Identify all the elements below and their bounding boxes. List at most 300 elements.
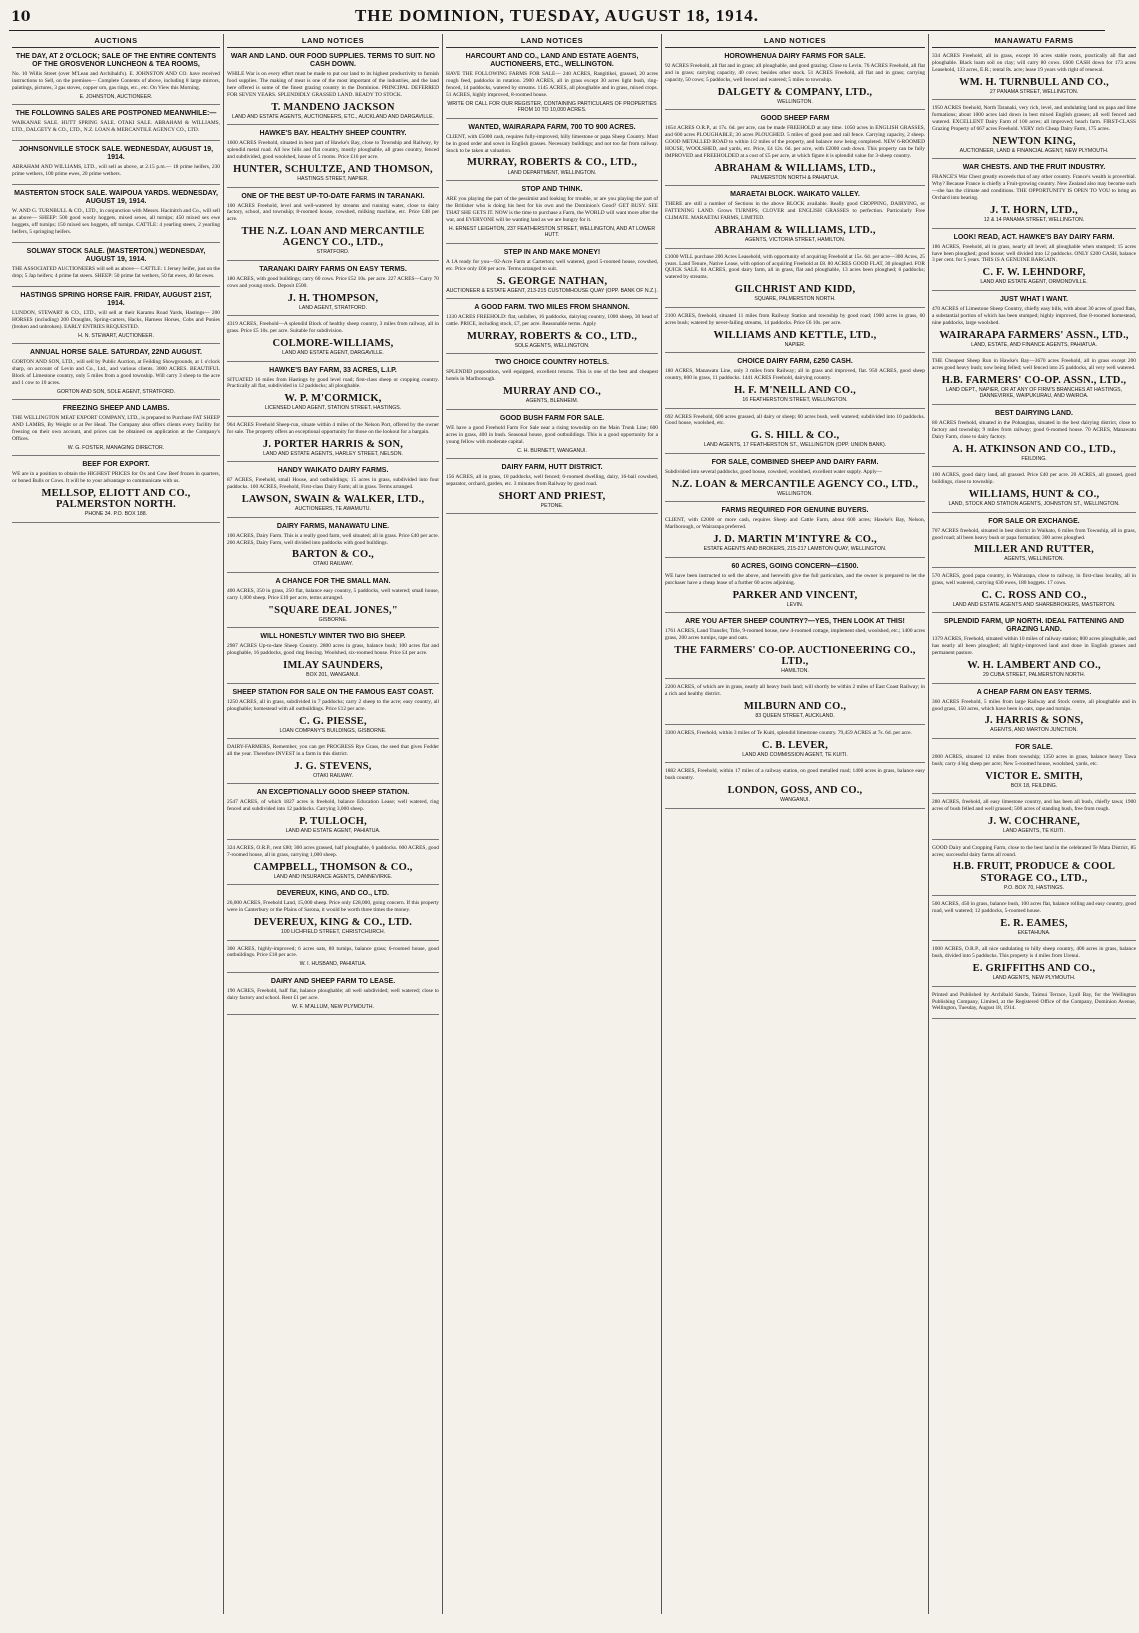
- advertisement: [446, 51, 658, 119]
- ad-address: LOAN COMPANY'S BUILDINGS, GISBORNE.: [279, 727, 387, 734]
- ad-address: LAND AND ESTATE AGENT, PAHIATUA.: [285, 828, 381, 835]
- ad-advertiser-name: BARTON & CO.,: [292, 549, 374, 561]
- ad-advertiser-name: "SQUARE DEAL JONES,": [268, 604, 398, 616]
- ad-advertiser-name: J. G. STEVENS,: [294, 760, 372, 772]
- ad-advertiser-name: MURRAY, ROBERTS & CO., LTD.,: [466, 330, 638, 342]
- column-heading: LAND NOTICES: [227, 34, 439, 48]
- ad-heading: HAWKE'S BAY FARM, 33 ACRES, L.I.P.: [269, 366, 397, 374]
- ad-body: WE are in a position to obtain the HIGHEST PRICES for Ox and Cow Beef frozen in quarters, or boned Bulls or Cows. It will be to your advantage to communicate with us.: [12, 471, 220, 485]
- ad-advertiser-name: SHORT AND PRIEST,: [498, 490, 606, 502]
- ad-advertiser-name: MILLER AND RUTTER,: [974, 544, 1094, 556]
- ad-heading: SOLWAY STOCK SALE. (MASTERTON.) WEDNESDAY, AUGUST 19, 1914.: [26, 247, 206, 263]
- ad-advertiser-name: MURRAY, ROBERTS & CO., LTD.,: [466, 157, 638, 169]
- ad-body: 334 ACRES Freehold, all in grass, except 16 acres stable roots, practically all flat and ploughable. Black loam soil on clay; will carry 80 cows. £600 CASH down for 173 acres Leasehold, 133 acres, E.R.; rental 8s. acre; lease 19 years with right of renewal.: [932, 53, 1136, 73]
- ad-body: 300 ACRES, highly-improved; 6 acres oats, 80 turnips, balance grass; 6-roomed house, good outbuildings. Price £18 per acre.: [227, 945, 439, 959]
- ad-advertiser-name: W. P. M'CORMICK,: [284, 393, 382, 405]
- ad-advertiser-name: WM. H. TURNBULL AND CO.,: [959, 76, 1109, 88]
- ad-body: 360 ACRES Freehold, 5 miles from large Railway and Stock centre, all ploughable and in good grass, 150 acres, which have been in oats, rape and turnips.: [932, 698, 1136, 712]
- ad-address: LAND AGENTS, 17 FEATHERSTON ST., WELLINGTON (OPP. UNION BANK).: [703, 442, 887, 449]
- ad-body: 100 ACRES, good dairy land, all grassed. Price £40 per acre. 20 ACRES, all grassed, good buildings, close to township.: [932, 472, 1136, 486]
- ad-body: 1761 ACRES, Land Transfer, Title, 9-roomed house, new 4-roomed cottage, implement shed, woolshed, etc.; 1400 acres grass, 200 acres turnips, rape and oats.: [665, 628, 925, 641]
- ad-address: H. N. STEWART, AUCTIONEER.: [78, 332, 154, 339]
- advertisement: [446, 184, 658, 244]
- ad-advertiser-name: A. H. ATKINSON AND CO., LTD.,: [952, 443, 1116, 455]
- ad-address: LAND, STOCK AND STATION AGENTS, JOHNSTON ST., WELLINGTON.: [948, 501, 1120, 508]
- ad-heading: DAIRY FARM, HUTT DISTRICT.: [501, 464, 603, 472]
- advertisement: [932, 51, 1136, 100]
- ad-body: FRANCE'S War Chest greatly exceeds that of any other country. France's wealth is proverbial. Why? Because France is chiefly a Fruit-growing country. New Zealand also may become such—she has the climate and conditions. THE OPPORTUNITY IS OPEN TO YOU to bring an Orchard into bearing.: [932, 174, 1136, 202]
- ad-body: SPLENDID proposition, well equipped, excellent returns. This is one of the best and cheapest hotels in Marlborough.: [446, 369, 658, 383]
- advertisement: [227, 787, 439, 839]
- ad-heading: JOHNSONVILLE STOCK SALE. WEDNESDAY, AUGUST 19, 1914.: [18, 146, 214, 162]
- ad-body: 280 ACRES, freehold, all easy limestone country, and has been all bush, chiefly tawa; 1900 acres of bush felled and well grassed; 500 acres of standing bush, free from rough.: [932, 799, 1136, 813]
- ad-body: Subdivided into several paddocks, good house, cowshed, woolshed, excellent water supply. Apply—: [665, 468, 883, 475]
- ad-address: SQUARE, PALMERSTON NORTH.: [754, 296, 836, 303]
- ad-address: PALMERSTON NORTH & PAHIATUA.: [750, 174, 839, 181]
- ad-body: 1950 ACRES freehold, North Taranaki, very rich, level, and undulating land on papa and lime formations; about 1000 acres laid down in best mixed English grasses; all well fenced and watered. EXCELLENT Dairy Farm of 100 acres; all improved; beach farm. FIRST-CLASS Grazing Property of 667 acres Freehold. VERY rich Cheap Dairy Farm, 175 acres.: [932, 105, 1136, 132]
- advertisement: [227, 576, 439, 628]
- advertisement: [665, 728, 925, 763]
- ad-advertiser-name: C. B. LEVER,: [761, 739, 829, 751]
- ad-body: 190 ACRES, Freehold, half flat, balance ploughable; all well subdivided; well watered; close to dairy factory and school. Rent £1 per acre.: [227, 987, 439, 1001]
- ad-body: WE have a good Freehold Farm For Sale near a rising township on the Main Trunk Line; 600 acres in grass, 400 in bush. Seasonal house, good outbuildings. This is a good opportunity for a young fellow with moderate capital.: [446, 424, 658, 445]
- ad-advertiser-name: PARKER AND VINCENT,: [732, 589, 858, 601]
- ad-body: 500 ACRES, 450 in grass, balance bush, 100 acres flat, balance rolling and easy country, good road, well watered; 12 paddocks, 5-roomed house.: [932, 901, 1136, 914]
- ad-address: LAND AND ESTATE AGENTS, HARLEY STREET, NELSON.: [263, 450, 403, 457]
- ad-body: WAIKANAE SALE. HUTT SPRING SALE. OTAKI SALE. ABRAHAM & WILLIAMS, LTD., DALGETY & CO., LTD., N.Z. LOAN & MERCANTILE AGENCY CO., LTD.: [12, 120, 220, 134]
- ad-advertiser-name: HUNTER, SCHULTZE, AND THOMSON,: [233, 164, 433, 175]
- ad-address: WRITE OR CALL FOR OUR REGISTER, CONTAINING PARTICULARS OF PROPERTIES FROM 10 TO 10,000 ACRES.: [447, 100, 657, 114]
- ad-heading: WANTED, WAIRARAPA FARM, 700 TO 900 ACRES.: [468, 123, 636, 131]
- ad-address: STRATFORD.: [316, 249, 350, 256]
- ad-heading: TARANAKI DAIRY FARMS ON EASY TERMS.: [259, 265, 407, 273]
- advertisement: [665, 252, 925, 308]
- ad-advertiser-name: E. GRIFFITHS AND CO.,: [972, 963, 1096, 975]
- ad-advertiser-name: E. R. EAMES,: [1000, 917, 1068, 929]
- advertisement: [665, 51, 925, 110]
- advertisement: [932, 470, 1136, 512]
- ad-body: 570 ACRES, good papa country, in Wairarapa, close to railway, in first-class locality, all in grass, well watered, carrying 630 ewes, 180 hoggets. 17 cows.: [932, 572, 1136, 586]
- ad-advertiser-name: MILBURN AND CO.,: [743, 701, 847, 713]
- column-4: [662, 34, 929, 1614]
- ad-heading: FARMS REQUIRED FOR GENUINE BUYERS.: [721, 507, 869, 515]
- ad-heading: DEVEREUX, KING, AND CO., LTD.: [276, 890, 389, 898]
- advertisement: [665, 412, 925, 454]
- ad-body: 1882 ACRES, Freehold, within 17 miles of a railway station, on good metalled road; 1400 acres in grass, balance easy bush country.: [665, 768, 925, 782]
- advertisement: [12, 347, 220, 400]
- advertisement: [12, 108, 220, 141]
- advertisement: [446, 357, 658, 409]
- ad-address: LAND AND ESTATE AGENTS, AUCTIONEERS, ETC., AUCKLAND AND DARGAVILLE.: [231, 113, 435, 120]
- ad-advertiser-name: H. F. M'NEILL AND CO.,: [734, 384, 856, 396]
- advertisement: [932, 103, 1136, 159]
- ad-body: SITUATED 16 miles from Hastings by good level road; first-class sheep or cropping country. Practically all flat, subdivided in 12 paddocks; all ploughable.: [227, 376, 439, 390]
- ad-body: 1000 ACRES, O.R.P., all nice undulating to hilly sheep country, 400 acres in grass, balance bush, divided into 5 paddocks. This property is 4 miles from Urenui.: [932, 946, 1136, 960]
- ad-advertiser-name: H.B. FARMERS' CO-OP. ASSN., LTD.,: [941, 374, 1127, 386]
- advertisement: [227, 51, 439, 125]
- ad-heading: HAWKE'S BAY. HEALTHY SHEEP COUNTRY.: [259, 130, 407, 138]
- advertisement: [227, 128, 439, 187]
- advertisement: [227, 521, 439, 573]
- ad-body: 1654 ACRES O.R.P., at 17s. 6d. per acre, can be made FREEHOLD at any time. 1050 acres in ENGLISH GRASSES, and 600 acres PLOUGHABLE; 30 acres PLOUGHED. 5 miles of good post and rail fence. Carrying capacity, 2 sheep. GOOD METALLED ROAD to within 1/2 miles of the property, and balance now being completed. NEW 6-ROOMED HOUSE, WOOLSHED, and yards, etc. Price, £4 12s. 6d. per acre, with £2000 cash down. This property can be fully IMPROVED and FREEHOLDED at a cost of £5 per acre, at which figure it is splendid value for 3-sheep country.: [665, 125, 925, 159]
- ad-body: HAVE THE FOLLOWING FARMS FOR SALE— 240 ACRES, Rangitikei, grassed, 20 acres rough feed, paddocks in rotation. 2900 ACRES, all in grass except 30 acres light bush, ring-fenced, 14 paddocks, watered by streams. 1145 ACRES, all ploughable and in grass, mixed crops. 51 ACRES, highly improved, 8-roomed house.: [446, 71, 658, 98]
- ad-heading: FOR SALE.: [1015, 743, 1053, 751]
- ad-address: GORTON AND SON, SOLE AGENT, STRATFORD.: [56, 388, 176, 395]
- advertisement: [932, 742, 1136, 794]
- column-heading: AUCTIONS: [12, 34, 220, 48]
- ad-body: 156 ACRES, all in grass, 10 paddocks, well fenced; 6-roomed dwelling, dairy, 16-bail cowshed, separator, orchard, garden, etc. 3 minutes from Railway by good road.: [446, 474, 658, 488]
- advertisement: [665, 356, 925, 408]
- ad-address: NAPIER.: [784, 341, 806, 348]
- advertisement: [446, 413, 658, 459]
- column-5: [929, 34, 1139, 1614]
- ad-body: 2100 ACRES, freehold, situated 11 miles from Railway Station and township by good road; 1900 acres in grass, 60 acres bush; watered by never-failing streams, 14 paddocks. Price £6 10s. per acre.: [665, 312, 925, 326]
- ad-address: GISBORNE.: [318, 616, 348, 623]
- ad-body: 180 ACRES, with good buildings; carry 60 cows. Price £52 10s. per acre. 227 ACRES—Carry 70 cows and young stock. Deposit £500.: [227, 275, 439, 289]
- page-number: 10: [11, 9, 31, 25]
- ad-advertiser-name: J. PORTER HARRIS & SON,: [262, 438, 404, 450]
- advertisement: [446, 122, 658, 181]
- ad-body: GOOD Dairy and Cropping Farm, close to the best land in the celebrated Te Mata District, 85 acres; successful dairy farms all round.: [932, 844, 1136, 858]
- ad-address: 16 FEATHERSTON STREET, WELLINGTON.: [742, 397, 848, 403]
- advertisement: [932, 356, 1136, 405]
- ad-advertiser-name: J. W. COCHRANE,: [988, 816, 1080, 828]
- column-1: [9, 34, 224, 1614]
- ad-advertiser-name: C. C. ROSS AND CO.,: [981, 589, 1087, 601]
- ad-advertiser-name: J. H. THOMPSON,: [287, 292, 379, 304]
- ad-address: H. ERNEST LEIGHTON, 237 FEATHERSTON STREET, WELLINGTON, AND AT LOWER HUTT.: [448, 225, 656, 239]
- ad-heading: HASTINGS SPRING HORSE FAIR. FRIDAY, AUGUST 21ST, 1914.: [20, 291, 212, 307]
- ad-heading: A CHANCE FOR THE SMALL MAN.: [275, 577, 391, 585]
- ad-heading: WAR CHESTS. AND THE FRUIT INDUSTRY.: [962, 164, 1106, 172]
- ad-heading: STOP AND THINK.: [521, 186, 583, 193]
- advertisement: [446, 462, 658, 514]
- ad-address: BOX 18, FEILDING.: [1010, 782, 1058, 789]
- ad-body: GORTON AND SON, LTD., will sell by Public Auction, at Feilding Showgrounds, at 1 o'clock sharp, on account of Levin and Co., Ltd., and various clients. 3000 ACRES. BEAUTIFUL Block of Limestone country, only 5 miles from a good township. Will carry 3 sheep to the acre and 1 cow to 10 acres.: [12, 359, 220, 386]
- ad-advertiser-name: COLMORE-WILLIAMS,: [272, 338, 394, 349]
- column-heading: MANAWATU FARMS: [932, 34, 1136, 48]
- ad-heading: A CHEAP FARM ON EASY TERMS.: [976, 688, 1092, 696]
- ad-advertiser-name: P. TULLOCH,: [299, 816, 367, 828]
- advertisement: [227, 365, 439, 417]
- ad-heading: FREEZING SHEEP AND LAMBS.: [62, 405, 170, 413]
- ad-body: DAIRY-FARMERS, Remember, you can get PROGRESS Rye Grass, the seed that gives Fodder all the year. Therefore INVEST in a farm in this district.: [227, 744, 439, 757]
- ad-advertiser-name: LAWSON, SWAIN & WALKER, LTD.,: [241, 494, 425, 506]
- advertisement: [227, 264, 439, 316]
- ad-advertiser-name: G. S. HILL & CO.,: [750, 430, 840, 442]
- ad-body: 2547 ACRES, of which 1827 acres is freehold, balance Education Lease; well watered, ring fenced and subdivided into 12 paddocks. Carrying 3,000 sheep.: [227, 799, 439, 813]
- advertisement: [665, 189, 925, 248]
- ad-body: No. 10 Willis Street (over M'Lean and Archibald's). E. JOHNSTON AND CO. have received instructions to Sell, on the premises— Complete Contents of above, including 8 large mirrors, paintings, pictures, 3 gas stoves, copper urn, gas rings, etc., etc. On View this Morning.: [12, 71, 220, 91]
- ad-address: W. F. M'ALLUM, NEW PLYMOUTH.: [292, 1003, 374, 1010]
- ad-advertiser-name: WAIRARAPA FARMERS' ASSN., LTD.,: [939, 329, 1129, 341]
- ad-advertiser-name: DALGETY & COMPANY, LTD.,: [717, 86, 873, 98]
- advertisement: [665, 766, 925, 808]
- advertisement: [932, 944, 1136, 986]
- advertisement: [932, 687, 1136, 739]
- ad-address: AGENTS, AND MARTON JUNCTION.: [990, 727, 1078, 734]
- ad-address: P.O. BOX 70, HASTINGS.: [1003, 884, 1065, 891]
- ad-body: 4319 ACRES, Freehold—A splendid Block of healthy sheep country, 3 miles from railway, all in grass. Price £5 10s. per acre. Suitable for subdivision.: [227, 321, 439, 335]
- ad-address: FEILDING.: [1021, 455, 1047, 462]
- ad-address: 83 QUEEN STREET, AUCKLAND.: [755, 713, 835, 720]
- ad-advertiser-name: W. H. LAMBERT AND CO.,: [967, 660, 1101, 672]
- advertisement: [227, 742, 439, 784]
- ad-body: Printed and Published by Archibald Sando, Taimui Terrace, Lyall Bay, for the Wellington Publishing Company, Limited, at the Registered Office of the Company, Dominion Avenue, Wellington, Tuesday, August 18, 1914.: [932, 991, 1136, 1012]
- ad-body: 964 ACRES Freehold Sheep-run, situate within 4 miles of the Nelson Port, offered by the owner for sale. The property offers an exceptional opportunity for those on the lookout for a bargain.: [227, 421, 439, 435]
- advertisement: [227, 191, 439, 261]
- ad-address: LEVIN.: [786, 601, 804, 608]
- ad-heading: ONE OF THE BEST UP-TO-DATE FARMS IN TARANAKI.: [241, 192, 425, 200]
- ad-heading: A GOOD FARM. TWO MILES FROM SHANNON.: [474, 304, 630, 312]
- column-heading: LAND NOTICES: [665, 34, 925, 48]
- advertisement: [665, 457, 925, 502]
- ad-address: LAND AND ESTATE AGENT, ORMONDVILLE.: [980, 279, 1088, 286]
- advertisement: [12, 144, 220, 185]
- ad-address: LAND AND ESTATE AGENT, DARGAVILLE.: [282, 350, 384, 357]
- ad-advertiser-name: CAMPBELL, THOMSON & CO.,: [253, 861, 413, 873]
- advertisement: [12, 246, 220, 287]
- column-heading: LAND NOTICES: [446, 34, 658, 48]
- ad-body: WHILE War is on every effort must be made to put our land to its highest productivity to furnish food supplies. The making of meat is one of the most important of the industries, and the land here offered is some of the finest grazing country in the Dominion. PRINCIPAL DEFERRED FOR SEVEN YEARS. SPLENDIDLY GRASSED LAND. READY TO STOCK.: [227, 71, 439, 98]
- ad-body: 2200 ACRES, of which are in grass, nearly all heavy bush land; will shortly be within 2 miles of East Coast Railway; in a rich and healthy district.: [665, 684, 925, 698]
- advertisement: [446, 247, 658, 299]
- ad-body: ABRAHAM AND WILLIAMS, LTD., will sell as above, at 2.15 p.m.— 18 prime heifers, 230 prime wethers, 100 prime ewes, 20 prime wethers.: [12, 164, 220, 178]
- ad-advertiser-name: WILLIAMS, HUNT & CO.,: [968, 489, 1100, 501]
- column-container: [9, 34, 1136, 1614]
- ad-heading: STEP IN AND MAKE MONEY!: [503, 248, 601, 256]
- ad-address: C. H. BURNETT, WANGANUI.: [517, 447, 587, 454]
- ad-heading: WILL HONESTLY WINTER TWO BIG SHEEP.: [260, 633, 406, 641]
- ad-heading: HANDY WAIKATO DAIRY FARMS.: [277, 467, 389, 475]
- ad-address: LAND AND COMMISSION AGENT, TE KUITI.: [742, 751, 848, 758]
- ad-advertiser-name: ABRAHAM & WILLIAMS, LTD.,: [714, 162, 876, 174]
- ad-body: A 1A ready for you—92-Acre Farm at Carterton; well watered, good 5-roomed house, cowshed, etc. Price only £60 per acre. Terms arranged to suit.: [446, 258, 658, 272]
- advertisement: [932, 616, 1136, 683]
- advertisement: [932, 408, 1136, 467]
- ad-address: LAND DEPARTMENT, WELLINGTON.: [507, 169, 597, 176]
- ad-body: W. AND G. TURNBULL & CO., LTD., in conjunction with Messrs. Hacinitch and Co., will sell as above— SHEEP: 500 good wooly hoggets, mixed sexes, all turnips; 450 mixed sex ewe hoggets, off turnips; 150 mixed sex hoggets, off turnips. CATTLE: 4 yearling steers, 2 yearling heifers, 5 springing heifers.: [12, 208, 220, 235]
- ad-body: 3300 ACRES, Freehold, within 3 miles of Te Kuiti, splendid limestone country. 79,459 ACRES at 7s. 6d. per acre.: [665, 729, 912, 736]
- ad-address: E. JOHNSTON, AUCTIONEER.: [79, 93, 153, 100]
- ad-body: £1000 WILL purchase 200 Acres Leasehold, with opportunity of acquiring Freehold at 15s. 6d. per acre—300 Acres, 25 years. Land Tenure, Native Lease, with option of acquiring Freehold at £8. 80 ACRES GOOD FLAT, 30 ploughed. FOR QUICK SALE. 84 ACRES, good dairy farm, all in grass, flat and ploughable, 13 acres been ploughed; 6 paddocks; watered by streams.: [665, 253, 925, 281]
- ad-body: LUNDON, STEWART & CO., LTD., will sell at their Karamu Road Yards, Hastings— 200 HORSES (including) 200 Draughts, Spring-carters, Hacks, Harness Horses, Cobs and Ponies (broken and unbroken). EARLY ENTRIES REQUESTED.: [12, 309, 220, 330]
- ad-address: AUCTIONEER, LAND & FINANCIAL AGENT, NEW PLYMOUTH.: [959, 147, 1109, 154]
- column-3: [443, 34, 662, 1614]
- ad-body: 692 ACRES Freehold, 600 acres grassed, all dairy or sheep; 60 acres bush, well watered; subdivided into 10 paddocks. Good house, woolshed, etc.: [665, 413, 925, 427]
- ad-advertiser-name: NEWTON KING,: [992, 135, 1076, 147]
- ad-body: 92 ACRES Freehold, all flat and in grass; all ploughable, and good grazing. Close to Levin. 76 ACRES Freehold, all flat and in grass; carrying capacity, 40 cows; besides other stock. 51 ACRES Freehold, all flat and in grass; carrying capacity, 50 cows; 5 paddocks, well fenced and watered; 5 miles to township.: [665, 63, 925, 83]
- ad-heading: HOROWHENUA DAIRY FARMS FOR SALE.: [724, 53, 866, 60]
- advertisement: [227, 631, 439, 683]
- ad-body: THE WELLINGTON MEAT EXPORT COMPANY, LTD., is prepared to Purchase FAT SHEEP AND LAMBS, By Weight or at Per Head. The Company also offers clients every facility for freezing on their own account, and prices can be obtained on application at the Company's Offices.: [12, 415, 220, 442]
- advertisement: [665, 682, 925, 724]
- ad-advertiser-name: C. F. W. LEHNDORF,: [982, 267, 1086, 279]
- ad-heading: GOOD BUSH FARM FOR SALE.: [499, 414, 605, 422]
- ad-address: 100 LICHFIELD STREET, CHRISTCHURCH.: [280, 929, 386, 935]
- ad-heading: GOOD SHEEP FARM: [760, 115, 830, 123]
- advertisement: [932, 843, 1136, 896]
- ad-address: HASTINGS STREET, NAPIER.: [297, 176, 369, 183]
- ad-address: WELLINGTON.: [777, 490, 813, 497]
- ad-address: 12 & 14 PANAMA STREET, WELLINGTON.: [983, 217, 1085, 224]
- ad-address: WANGANUI.: [780, 797, 810, 804]
- ad-body: 100 ACRES Freehold, level and well-watered by streams and running water, close to dairy factory, school, and township; 8-roomed house, cowshed, milking machine, etc. Price £48 per acre.: [227, 202, 439, 223]
- advertisement: [932, 232, 1136, 291]
- ad-body: 400 ACRES, 350 in grass, 250 flat, balance easy country, 5 paddocks, well watered; small house, carry 1,000 sheep. Price £10 per acre, terms arranged.: [227, 588, 439, 601]
- ad-address: HAMILTON.: [781, 667, 809, 674]
- advertisement: [665, 505, 925, 557]
- ad-address: AUCTIONEERS, TE AWAMUTU.: [295, 506, 371, 513]
- ad-body: 100 ACRES, Dairy Farm. This is a really good farm, well situated; all in grass. Price £40 per acre. 200 ACRES, Dairy Farm, well divided into paddocks with good buildings.: [227, 532, 439, 546]
- ad-address: AGENTS, BLENHEIM.: [525, 398, 579, 405]
- advertisement: [665, 113, 925, 186]
- ad-advertiser-name: DEVEREUX, KING & CO., LTD.: [253, 916, 413, 928]
- ad-heading: MASTERTON STOCK SALE. WAIPOUA YARDS. WEDNESDAY, AUGUST 19, 1914.: [14, 190, 218, 206]
- ad-heading: ANNUAL HORSE SALE. SATURDAY, 22ND AUGUST.: [30, 349, 202, 357]
- advertisement: [932, 571, 1136, 613]
- ad-heading: SPLENDID FARM, UP NORTH. IDEAL FATTENING AND GRAZING LAND.: [943, 618, 1125, 634]
- ad-advertiser-name: THE N.Z. LOAN AND MERCANTILE AGENCY CO., LTD.,: [241, 226, 425, 249]
- ad-body: WE have been instructed to sell the above, and herewith give the full particulars, and the owner is prepared to let the purchaser have a cheap lease of a further 60 acres adjoining.: [665, 572, 925, 586]
- ad-address: PHONE 34. P.O. BOX 188.: [84, 511, 148, 518]
- ad-address: W. I. HUSBAND, PAHIATUA.: [299, 961, 367, 968]
- advertisement: [932, 797, 1136, 839]
- ad-advertiser-name: S. GEORGE NATHAN,: [496, 275, 608, 287]
- ad-address: 27 PANAMA STREET, WELLINGTON.: [989, 88, 1079, 95]
- ad-address: AUCTIONEER & ESTATE AGENT, 213-215 CUSTOMHOUSE QUAY (OPP. BANK OF N.Z.).: [446, 287, 658, 294]
- advertisement: [227, 687, 439, 739]
- ad-body: 470 ACRES of Limestone Sheep Country, chiefly easy hills, with about 30 acres of good flats, a substantial portion of which has been stumped; highly improved, fine 8-roomed homestead, nine paddocks, large woolshed.: [932, 305, 1136, 326]
- advertisement: [227, 888, 439, 940]
- advertisement: [12, 51, 220, 105]
- ad-address: PETONE.: [540, 502, 564, 509]
- ad-body: CLIENT, with £5000 cash, requires fully-improved, hilly limestone or papa Sheep Country. Must be in good order and sown in English grasses. Necessary buildings; and not too far from railway. Stock to be taken at valuation.: [446, 133, 658, 154]
- ad-advertiser-name: C. G. PIESSE,: [299, 715, 367, 727]
- advertisement: [227, 420, 439, 462]
- ad-heading: CHOICE DAIRY FARM, £250 CASH.: [737, 358, 853, 366]
- ad-address: LAND AND ESTATE AGENTS AND SHAREBROKERS, MASTERTON.: [952, 601, 1116, 608]
- ad-advertiser-name: MURRAY AND CO.,: [503, 386, 601, 398]
- ad-heading: TWO CHOICE COUNTRY HOTELS.: [495, 359, 609, 367]
- ad-advertiser-name: VICTOR E. SMITH,: [985, 770, 1083, 782]
- advertisement: [665, 311, 925, 353]
- ad-heading: FOR SALE, COMBINED SHEEP AND DAIRY FARM.: [711, 458, 879, 466]
- ad-heading: JUST WHAT I WANT.: [1000, 295, 1068, 303]
- advertisement: [932, 516, 1136, 568]
- ad-body: 1330 ACRES FREEHOLD: flat, unfallen, 16 paddocks, dairying country, 1000 sheep, 30 head of cattle. PRICE, including stock, £7, per acre. Reasonable terms. Apply: [446, 314, 658, 327]
- ad-body: 180 ACRES, Manawatu Line, only 3 miles from Railway; all in grass and improved, flat. 950 ACRES, good sheep country, 800 in grass, 11 paddocks. 1441 ACRES Freehold, dairying country.: [665, 368, 925, 382]
- ad-address: LICENSED LAND AGENT, STATION STREET, HASTINGS.: [264, 405, 402, 412]
- ad-body: CLIENT, with £2000 or more cash, requires Sheep and Cattle Farm, about 600 acres; Hawke's Bay, Nelson, Marlborough, or Wairarapa preferred.: [665, 517, 925, 531]
- ad-address: 29 CUBA STREET, PALMERSTON NORTH.: [982, 672, 1086, 679]
- ad-body: THE ASSOCIATED AUCTIONEERS will sell as above— CATTLE: 1 Jersey heifer, just on the drop; 5 Jap heifers; 4 prime fat steers. SHEEP: 50 prime fat wethers, 50 fat ewes, 40 fat ewes.: [12, 265, 220, 279]
- ad-body: 2000 ACRES, situated 12 miles from township; 1350 acres in grass, balance heavy Tawa bush; carry 4 big sheep per acre; New 5-roomed house, woolshed, yards, etc.: [932, 754, 1136, 767]
- ad-advertiser-name: GILCHRIST AND KIDD,: [734, 284, 856, 296]
- newspaper-title: THE DOMINION, TUESDAY, AUGUST 18, 1914.: [354, 6, 760, 25]
- ad-body: 87 ACRES, Freehold, small House, and outbuildings; 15 acres in grass, subdivided into four paddocks. 100 ACRES, Freehold, First-class Dairy Farm; all in grass. Terms arranged.: [227, 477, 439, 491]
- ad-advertiser-name: T. MANDENO JACKSON: [271, 101, 395, 113]
- advertisement: [227, 465, 439, 517]
- column-2: [224, 34, 443, 1614]
- ad-body: 1250 ACRES, all in grass, subdivided in 7 paddocks; carry 2 sheep to the acre; easy country, all ploughable; homestead with all outbuildings. Price £12 per acre.: [227, 698, 439, 712]
- advertisement: [12, 459, 220, 522]
- ad-heading: DAIRY FARMS, MANAWATU LINE.: [276, 522, 390, 530]
- ad-body: 1379 ACRES, Freehold, situated within 10 miles of railway station; 800 acres ploughable, and has nearly all been ploughed; all highly-improved land and done in English grasses and permanent pasture.: [932, 636, 1136, 657]
- ad-heading: BEEF FOR EXPORT.: [82, 461, 150, 469]
- ad-address: LAND AGENTS, TE KUITI.: [1003, 828, 1065, 835]
- ad-heading: BEST DAIRYING LAND.: [995, 409, 1073, 417]
- ad-heading: SHEEP STATION FOR SALE ON THE FAMOUS EAST COAST.: [232, 688, 434, 696]
- ad-heading: FOR SALE OR EXCHANGE.: [988, 517, 1080, 525]
- advertisement: [446, 302, 658, 354]
- ad-body: THERE are still a number of Sections in the above BLOCK available. Really good CROPPING, DAIRYING, or FATTENING LAND. Grows TURNIPS, CLOVER and ENGLISH GRASSES to perfection. Particularly Free CLIMATE. MARAETAI FARMS, LIMITED.: [665, 201, 925, 222]
- ad-body: THE Cheapest Sheep Run in Hawke's Bay—3670 acres Freehold, all in grass except 200 acres good heavy bush; now being felled; well fenced into 25 paddocks, all very well watered.: [932, 358, 1136, 372]
- ad-address: AGENTS, VICTORIA STREET, HAMILTON.: [744, 237, 846, 244]
- ad-advertiser-name: J. T. HORN, LTD.,: [990, 205, 1078, 217]
- ad-address: EKETAHUNA.: [1017, 929, 1051, 936]
- advertisement: [665, 561, 925, 613]
- ad-heading: HARCOURT AND CO., LAND AND ESTATE AGENTS, AUCTIONEERS, ETC., WELLINGTON.: [465, 53, 639, 69]
- advertisement: [932, 899, 1136, 941]
- ad-body: 707 ACRES freehold, situated in best district in Waikato, 6 miles from Township, all in grass, good road; all been heavy bush or papa formation; 300 acres ploughed.: [932, 527, 1136, 541]
- ad-heading: WAR AND LAND. OUR FOOD SUPPLIES. TERMS TO SUIT. NO CASH DOWN.: [230, 53, 436, 69]
- ad-body: 80 ACRES freehold, situated in the Pohangina, situated in the best dairying district, close to factory and township; 9 miles from railway; good 6-roomed house. 70 ACRES, Manawatu Dairy Farm, close to dairy factory.: [932, 420, 1136, 440]
- ad-heading: ARE YOU AFTER SHEEP COUNTRY?—YES, THEN LOOK AT THIS!: [685, 618, 905, 626]
- ad-advertiser-name: WILLIAMS AND KETTLE, LTD.,: [713, 329, 877, 341]
- ad-heading: 60 ACRES, GOING CONCERN—£1500.: [731, 562, 859, 570]
- ad-address: LAND DEPT., NAPIER, OR AT ANY OF FIRM'S BRANCHES AT HASTINGS, DANNEVIRKE, WAIPUKURAU, AND WAIROA.: [945, 386, 1123, 400]
- ad-address: LAND AGENT, STRATFORD.: [299, 304, 367, 311]
- ad-advertiser-name: J. HARRIS & SONS,: [984, 715, 1084, 727]
- ad-address: BOX 201, WANGANUI.: [306, 672, 360, 679]
- ad-address: ESTATE AGENTS AND BROKERS, 215-217 LAMBTON QUAY, WELLINGTON.: [703, 546, 887, 553]
- ad-address: W. G. FOSTER, MANAGING DIRECTOR.: [67, 444, 165, 451]
- ad-heading: LOOK! READ, ACT. HAWKE'S BAY DAIRY FARM.: [953, 233, 1115, 241]
- advertisement: [12, 290, 220, 344]
- ad-heading: THE FOLLOWING SALES ARE POSTPONED MEANWHILE:—: [15, 110, 217, 118]
- ad-body: 186 ACRES, Freehold, all in grass, nearly all level; all ploughable when stumped; 15 acres have been ploughed; good house; well divided into 12 paddocks. ONLY £200 CASH, balance 3 per cent. for 5 years. THIS IS A GENUINE BARGAIN.: [932, 243, 1136, 264]
- ad-address: AGENTS, WELLINGTON.: [1004, 556, 1064, 563]
- ad-body: 26,000 ACRES, Freehold Land, 15,000 sheep. Price only £28,000, going concern. If this property were in Canterbury or the Plains of Sarona, it would be worth three times the money.: [227, 900, 439, 914]
- ad-advertiser-name: IMLAY SAUNDERS,: [283, 660, 383, 672]
- ad-advertiser-name: J. D. MARTIN M'INTYRE & CO.,: [713, 534, 877, 546]
- ad-address: OTAKI RAILWAY.: [313, 561, 353, 568]
- advertisement: [932, 294, 1136, 353]
- ad-body: ARE you playing the part of the pessimist and looking for trouble, or are you playing the part of the Britisher who is doing his best for his own and the Dominion's Good? GET BUSY. SEE THAT SHE GETS IT. NOW is the time to purchase a Farm, the WORLD will want more after the war, and EVERYONE will be wanting land as we are hungry for it.: [446, 196, 658, 223]
- ad-advertiser-name: ABRAHAM & WILLIAMS, LTD.,: [714, 225, 876, 237]
- ad-address: SOLE AGENTS, WELLINGTON.: [514, 342, 590, 349]
- advertisement: [665, 616, 925, 679]
- ad-heading: THE DAY, AT 2 O'CLOCK; SALE OF THE ENTIRE CONTENTS OF THE GROSVENOR LUNCHEON & TEA ROOMS,: [15, 53, 217, 69]
- ad-body: 2987 ACRES Up-to-date Sheep Country. 2800 acres in grass, balance bush; 100 acres flat and ploughable, 16 paddocks, good ring fencing. Woolshed, six-roomed house. Price £4 per acre.: [227, 643, 439, 657]
- ad-body: 1600 ACRES Freehold, situated in best part of Hawke's Bay, close to Township and Railway, by splendid metal road. All low hills and flat country, mostly ploughable, all grass country, fenced and subdivided, good woolshed, house of 5 rooms. Price £16 per acre.: [227, 140, 439, 161]
- advertisement: [227, 944, 439, 973]
- advertisement: [932, 990, 1136, 1020]
- masthead: [9, 6, 1105, 31]
- ad-advertiser-name: H.B. FRUIT, PRODUCE & COOL STORAGE CO., LTD.,: [952, 861, 1116, 884]
- ad-address: OTAKI RAILWAY.: [313, 772, 353, 779]
- ad-advertiser-name: N.Z. LOAN & MERCANTILE AGENCY CO., LTD.,: [671, 478, 919, 490]
- advertisement: [12, 403, 220, 456]
- advertisement: [227, 843, 439, 885]
- ad-advertiser-name: MELLSOP, ELIOTT AND CO., PALMERSTON NORTH.: [41, 488, 191, 511]
- ad-heading: MARAETAI BLOCK. WAIKATO VALLEY.: [730, 191, 860, 199]
- advertisement: [227, 319, 439, 361]
- ad-heading: AN EXCEPTIONALLY GOOD SHEEP STATION.: [256, 789, 410, 797]
- ad-address: WELLINGTON.: [777, 98, 813, 105]
- advertisement: [12, 188, 220, 243]
